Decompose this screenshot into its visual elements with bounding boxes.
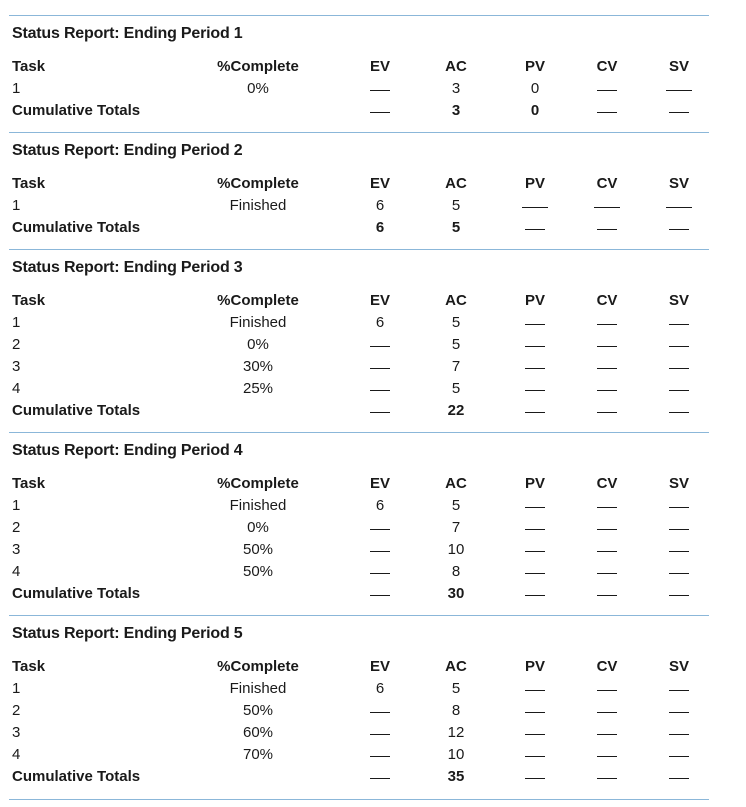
pv-value-dash — [525, 734, 545, 735]
cv-value-dash — [597, 346, 617, 347]
ac-value: 10 — [447, 746, 465, 763]
pv-value: 0 — [530, 80, 540, 97]
total-ev-dash — [370, 412, 390, 413]
task-number: 1 — [12, 497, 21, 514]
cumulative-totals-label: Cumulative Totals — [12, 585, 141, 602]
column-header-complete: %Complete — [217, 475, 299, 492]
ac-value: 5 — [451, 380, 461, 397]
ev-value-dash — [370, 529, 390, 530]
cv-value-dash — [597, 390, 617, 391]
pv-value-dash — [525, 551, 545, 552]
column-header-complete: %Complete — [217, 58, 299, 75]
percent-complete: 50% — [242, 702, 274, 719]
column-header-ev: EV — [369, 658, 391, 675]
total-pv-dash — [525, 229, 545, 230]
total-sv-dash — [669, 112, 689, 113]
ev-value-dash — [370, 368, 390, 369]
task-number: 1 — [12, 197, 21, 214]
sv-value-dash — [669, 324, 689, 325]
total-ev-dash — [370, 778, 390, 779]
cv-value-dash — [597, 573, 617, 574]
cumulative-totals-label: Cumulative Totals — [12, 219, 141, 236]
column-header-ev: EV — [369, 475, 391, 492]
ac-value: 5 — [451, 314, 461, 331]
column-header-pv: PV — [524, 475, 546, 492]
sv-value-dash — [669, 573, 689, 574]
ev-value-dash — [370, 90, 390, 91]
column-header-complete: %Complete — [217, 175, 299, 192]
percent-complete: Finished — [229, 680, 287, 697]
column-header-pv: PV — [524, 58, 546, 75]
sv-value-dash — [666, 207, 692, 208]
pv-value-dash — [525, 346, 545, 347]
percent-complete: 50% — [242, 563, 274, 580]
sv-value-dash — [666, 90, 692, 91]
task-number: 1 — [12, 314, 21, 331]
cv-value-dash — [597, 324, 617, 325]
ac-value: 8 — [451, 702, 461, 719]
sv-value-dash — [669, 551, 689, 552]
cv-value-dash — [597, 551, 617, 552]
column-header-ac: AC — [445, 292, 467, 309]
cv-value-dash — [597, 690, 617, 691]
sv-value-dash — [669, 734, 689, 735]
total-ev-dash — [370, 112, 390, 113]
column-header-ev: EV — [369, 58, 391, 75]
sv-value-dash — [669, 712, 689, 713]
column-header-sv: SV — [668, 58, 690, 75]
column-header-ac: AC — [445, 475, 467, 492]
pv-value-dash — [525, 573, 545, 574]
section-title: Status Report: Ending Period 4 — [12, 442, 243, 459]
sv-value-dash — [669, 390, 689, 391]
percent-complete: 0% — [247, 519, 269, 536]
section-title: Status Report: Ending Period 1 — [12, 25, 243, 42]
total-pv-dash — [525, 595, 545, 596]
pv-value-dash — [525, 712, 545, 713]
total-cv-dash — [597, 229, 617, 230]
column-header-complete: %Complete — [217, 292, 299, 309]
cv-value-dash — [597, 529, 617, 530]
cumulative-totals-label: Cumulative Totals — [12, 102, 141, 119]
pv-value-dash — [525, 690, 545, 691]
cv-value-dash — [597, 734, 617, 735]
column-header-ac: AC — [445, 58, 467, 75]
column-header-ac: AC — [445, 175, 467, 192]
cv-value-dash — [597, 507, 617, 508]
total-ac: 35 — [447, 768, 465, 785]
column-header-ev: EV — [369, 175, 391, 192]
percent-complete: 0% — [247, 336, 269, 353]
pv-value-dash — [522, 207, 548, 208]
task-number: 3 — [12, 724, 21, 741]
task-number: 2 — [12, 336, 21, 353]
column-header-task: Task — [12, 658, 46, 675]
column-header-ac: AC — [445, 658, 467, 675]
total-cv-dash — [597, 412, 617, 413]
pv-value-dash — [525, 507, 545, 508]
section-divider — [9, 615, 709, 616]
total-pv: 0 — [530, 102, 540, 119]
bottom-divider — [9, 799, 709, 800]
sv-value-dash — [669, 756, 689, 757]
pv-value-dash — [525, 390, 545, 391]
total-sv-dash — [669, 229, 689, 230]
total-pv-dash — [525, 412, 545, 413]
percent-complete: Finished — [229, 314, 287, 331]
percent-complete: 70% — [242, 746, 274, 763]
total-cv-dash — [597, 778, 617, 779]
total-sv-dash — [669, 412, 689, 413]
total-cv-dash — [597, 112, 617, 113]
cumulative-totals-label: Cumulative Totals — [12, 402, 141, 419]
column-header-pv: PV — [524, 292, 546, 309]
cv-value-dash — [597, 712, 617, 713]
column-header-task: Task — [12, 292, 46, 309]
ev-value-dash — [370, 712, 390, 713]
sv-value-dash — [669, 346, 689, 347]
sv-value-dash — [669, 690, 689, 691]
task-number: 2 — [12, 702, 21, 719]
ac-value: 7 — [451, 519, 461, 536]
total-sv-dash — [669, 595, 689, 596]
ev-value: 6 — [375, 497, 385, 514]
column-header-sv: SV — [668, 475, 690, 492]
ev-value-dash — [370, 756, 390, 757]
column-header-cv: CV — [596, 475, 618, 492]
percent-complete: 0% — [247, 80, 269, 97]
task-number: 2 — [12, 519, 21, 536]
column-header-pv: PV — [524, 175, 546, 192]
column-header-task: Task — [12, 175, 46, 192]
column-header-pv: PV — [524, 658, 546, 675]
total-ac: 30 — [447, 585, 465, 602]
section-divider — [9, 15, 709, 16]
ac-value: 7 — [451, 358, 461, 375]
ev-value-dash — [370, 346, 390, 347]
ac-value: 3 — [451, 80, 461, 97]
percent-complete: Finished — [229, 497, 287, 514]
total-sv-dash — [669, 778, 689, 779]
ac-value: 12 — [447, 724, 465, 741]
sv-value-dash — [669, 368, 689, 369]
total-ac: 22 — [447, 402, 465, 419]
ac-value: 5 — [451, 336, 461, 353]
task-number: 4 — [12, 380, 21, 397]
sv-value-dash — [669, 529, 689, 530]
cv-value-dash — [597, 90, 617, 91]
column-header-cv: CV — [596, 58, 618, 75]
column-header-ev: EV — [369, 292, 391, 309]
section-divider — [9, 132, 709, 133]
task-number: 3 — [12, 358, 21, 375]
percent-complete: 30% — [242, 358, 274, 375]
ev-value-dash — [370, 734, 390, 735]
column-header-task: Task — [12, 475, 46, 492]
ev-value: 6 — [375, 314, 385, 331]
percent-complete: 50% — [242, 541, 274, 558]
cv-value-dash — [594, 207, 620, 208]
section-title: Status Report: Ending Period 5 — [12, 625, 243, 642]
pv-value-dash — [525, 368, 545, 369]
total-ac: 3 — [451, 102, 461, 119]
total-ev: 6 — [375, 219, 385, 236]
column-header-cv: CV — [596, 292, 618, 309]
pv-value-dash — [525, 756, 545, 757]
percent-complete: 60% — [242, 724, 274, 741]
column-header-task: Task — [12, 58, 46, 75]
ac-value: 5 — [451, 197, 461, 214]
ac-value: 5 — [451, 497, 461, 514]
pv-value-dash — [525, 324, 545, 325]
section-title: Status Report: Ending Period 3 — [12, 259, 243, 276]
ac-value: 8 — [451, 563, 461, 580]
percent-complete: Finished — [229, 197, 287, 214]
column-header-complete: %Complete — [217, 658, 299, 675]
ac-value: 10 — [447, 541, 465, 558]
total-ac: 5 — [451, 219, 461, 236]
task-number: 1 — [12, 680, 21, 697]
section-divider — [9, 432, 709, 433]
column-header-sv: SV — [668, 658, 690, 675]
total-ev-dash — [370, 595, 390, 596]
ev-value-dash — [370, 390, 390, 391]
column-header-sv: SV — [668, 175, 690, 192]
percent-complete: 25% — [242, 380, 274, 397]
sv-value-dash — [669, 507, 689, 508]
section-divider — [9, 249, 709, 250]
ev-value: 6 — [375, 680, 385, 697]
cv-value-dash — [597, 368, 617, 369]
column-header-sv: SV — [668, 292, 690, 309]
task-number: 4 — [12, 746, 21, 763]
cv-value-dash — [597, 756, 617, 757]
ev-value: 6 — [375, 197, 385, 214]
column-header-cv: CV — [596, 175, 618, 192]
total-cv-dash — [597, 595, 617, 596]
task-number: 1 — [12, 80, 21, 97]
total-pv-dash — [525, 778, 545, 779]
ac-value: 5 — [451, 680, 461, 697]
section-title: Status Report: Ending Period 2 — [12, 142, 243, 159]
column-header-cv: CV — [596, 658, 618, 675]
task-number: 3 — [12, 541, 21, 558]
task-number: 4 — [12, 563, 21, 580]
cumulative-totals-label: Cumulative Totals — [12, 768, 141, 785]
ev-value-dash — [370, 551, 390, 552]
pv-value-dash — [525, 529, 545, 530]
ev-value-dash — [370, 573, 390, 574]
